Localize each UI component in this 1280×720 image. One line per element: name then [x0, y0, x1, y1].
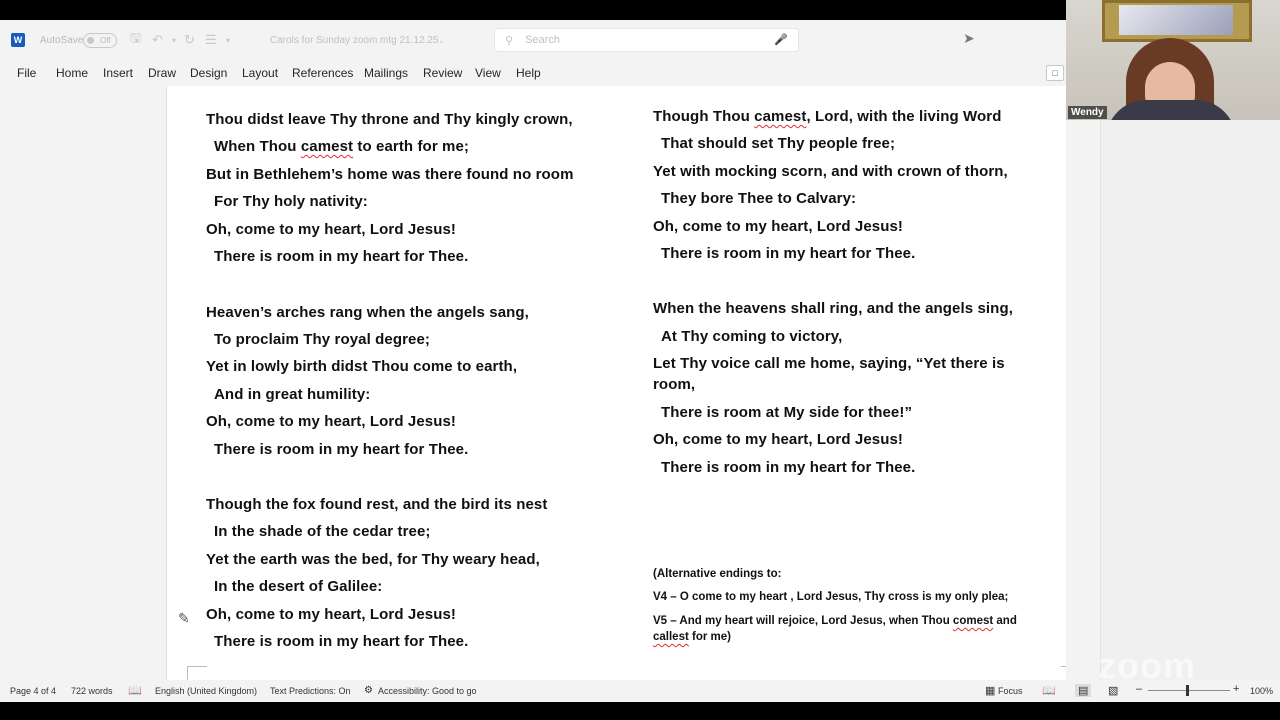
- left-line-18: There is room in my heart for Thee.: [214, 633, 469, 650]
- zoom-out-icon[interactable]: –: [1136, 683, 1143, 695]
- pen-edit-icon: ✎: [178, 610, 190, 626]
- page-corner-mark-left: [187, 666, 207, 680]
- accessibility-status[interactable]: Accessibility: Good to go: [378, 686, 477, 696]
- undo-icon[interactable]: ↶: [152, 32, 163, 47]
- bottom-border: [0, 702, 1280, 720]
- accessibility-icon: ⚙: [364, 685, 373, 696]
- note-line-3-b: and: [993, 615, 1017, 627]
- text-predictions-status[interactable]: Text Predictions: On: [270, 686, 351, 696]
- search-placeholder: Search: [525, 34, 560, 46]
- left-line-14: In the shade of the cedar tree;: [214, 523, 431, 540]
- left-line-2-b: to earth for me;: [353, 138, 470, 155]
- left-line-1: Thou didst leave Thy throne and Thy kingly crown,: [206, 111, 573, 128]
- focus-label[interactable]: Focus: [998, 686, 1023, 696]
- right-line-3: Yet with mocking scorn, and with crown of thorn,: [653, 163, 1008, 180]
- right-line-1-a: Though Thou: [653, 108, 755, 125]
- note-line-2: V4 – O come to my heart , Lord Jesus, Thy cross is my only plea;: [653, 591, 1009, 603]
- word-count[interactable]: 722 words: [71, 686, 113, 696]
- note-line-3-c: for me): [688, 631, 731, 643]
- tab-design[interactable]: Design: [190, 66, 228, 80]
- format-painter-icon[interactable]: ☰: [205, 32, 217, 47]
- right-line-2: That should set Thy people free;: [661, 135, 896, 152]
- mouse-cursor-icon: ➤: [963, 30, 975, 46]
- right-line-1: [653, 108, 1002, 125]
- right-line-12: There is room in my heart for Thee.: [661, 459, 916, 476]
- page-count[interactable]: Page 4 of 4: [10, 686, 57, 696]
- right-line-9: Let Thy voice call me home, saying, “Yet there is room,: [653, 355, 1005, 393]
- left-line-5: Oh, come to my heart, Lord Jesus!: [206, 221, 457, 238]
- zoom-slider-track[interactable]: [1148, 690, 1230, 691]
- comments-icon[interactable]: □: [1046, 65, 1064, 81]
- ribbon-tabs: [0, 60, 1066, 86]
- left-line-2: [206, 138, 469, 155]
- comest-spelling-flag[interactable]: comest: [952, 615, 994, 627]
- participant-video[interactable]: [1066, 0, 1280, 120]
- right-line-5: Oh, come to my heart, Lord Jesus!: [653, 218, 904, 235]
- left-line-7: Heaven’s arches rang when the angels sang,: [206, 304, 529, 321]
- tab-view[interactable]: View: [475, 66, 501, 80]
- left-line-11: Oh, come to my heart, Lord Jesus!: [206, 413, 457, 430]
- web-layout-icon[interactable]: ▧: [1108, 685, 1119, 697]
- status-bar: [0, 680, 1280, 702]
- tab-review[interactable]: Review: [423, 66, 463, 80]
- left-line-4: For Thy holy nativity:: [214, 193, 368, 210]
- wall-picture: [1119, 5, 1233, 35]
- autosave-toggle[interactable]: [83, 20, 117, 60]
- language-status[interactable]: English (United Kingdom): [155, 686, 258, 696]
- right-line-11: Oh, come to my heart, Lord Jesus!: [653, 431, 904, 448]
- tab-file[interactable]: File: [17, 66, 37, 80]
- left-line-16: In the desert of Galilee:: [214, 578, 383, 595]
- camest-spelling-flag-2[interactable]: camest: [754, 108, 807, 125]
- camest-spelling-flag[interactable]: camest: [300, 138, 354, 155]
- search-icon: ⚲: [505, 34, 514, 47]
- tab-insert[interactable]: Insert: [103, 66, 134, 80]
- read-mode-icon[interactable]: 📖: [1042, 685, 1056, 697]
- title-chevron-down-icon[interactable]: ⌄: [438, 35, 445, 45]
- zoom-in-icon[interactable]: +: [1233, 683, 1240, 695]
- document-page[interactable]: [166, 86, 1066, 680]
- autosave-label: AutoSave: [40, 34, 84, 46]
- left-line-3: But in Bethlehem’s home was there found no room: [206, 166, 574, 183]
- tab-mailings[interactable]: Mailings: [364, 66, 409, 80]
- microphone-icon[interactable]: 🎤: [774, 34, 788, 46]
- left-line-2-a: When Thou: [214, 138, 301, 155]
- note-line-3: [653, 613, 1048, 645]
- left-line-10: And in great humility:: [214, 386, 371, 403]
- right-line-10: There is room at My side for thee!”: [661, 404, 913, 421]
- focus-icon[interactable]: ▦: [985, 685, 996, 697]
- left-line-8: To proclaim Thy royal degree;: [214, 331, 431, 348]
- zoom-watermark: zoom: [1098, 645, 1196, 686]
- right-line-1-b: , Lord, with the living Word: [806, 108, 1002, 125]
- tab-references[interactable]: References: [292, 66, 354, 80]
- left-line-9: Yet in lowly birth didst Thou come to earth,: [206, 358, 518, 375]
- participant-name: Wendy: [1068, 106, 1107, 119]
- undo-dropdown-icon[interactable]: ▾: [172, 35, 177, 45]
- word-app-icon: W: [11, 20, 25, 60]
- tab-layout[interactable]: Layout: [242, 66, 279, 80]
- tab-home[interactable]: Home: [56, 66, 89, 80]
- note-line-1: (Alternative endings to:: [653, 568, 782, 580]
- save-icon[interactable]: 🖫: [130, 30, 142, 45]
- right-line-7: When the heavens shall ring, and the angels sing,: [653, 300, 1013, 317]
- callest-spelling-flag[interactable]: callest: [653, 631, 689, 643]
- word-window: [0, 20, 1066, 680]
- left-line-6: There is room in my heart for Thee.: [214, 248, 469, 265]
- redo-icon[interactable]: ↻: [184, 32, 195, 47]
- left-line-12: There is room in my heart for Thee.: [214, 441, 469, 458]
- customize-toolbar-icon[interactable]: ▾: [226, 35, 231, 45]
- title-bar: [0, 20, 1066, 60]
- right-line-8: At Thy coming to victory,: [661, 328, 843, 345]
- tab-draw[interactable]: Draw: [148, 66, 177, 80]
- left-line-17: Oh, come to my heart, Lord Jesus!: [206, 606, 457, 623]
- proofing-icon[interactable]: 📖: [128, 685, 142, 697]
- document-title[interactable]: Carols for Sunday zoom mtg 21.12.25: [270, 34, 439, 46]
- autosave-state: Off: [83, 33, 117, 48]
- print-layout-icon[interactable]: ▤: [1075, 684, 1091, 697]
- left-line-13: Though the fox found rest, and the bird its nest: [206, 496, 548, 513]
- wall-picture-frame: [1102, 0, 1252, 42]
- search-box[interactable]: [494, 28, 799, 52]
- left-line-15: Yet the earth was the bed, for Thy weary head,: [206, 551, 540, 568]
- note-line-3-a: V5 – And my heart will rejoice, Lord Jesus, when Thou: [653, 615, 953, 627]
- tab-help[interactable]: Help: [516, 66, 541, 80]
- page-edge-background: [1100, 120, 1280, 680]
- zoom-level[interactable]: 100%: [1250, 686, 1274, 696]
- right-line-6: There is room in my heart for Thee.: [661, 245, 916, 262]
- right-line-4: They bore Thee to Calvary:: [661, 190, 857, 207]
